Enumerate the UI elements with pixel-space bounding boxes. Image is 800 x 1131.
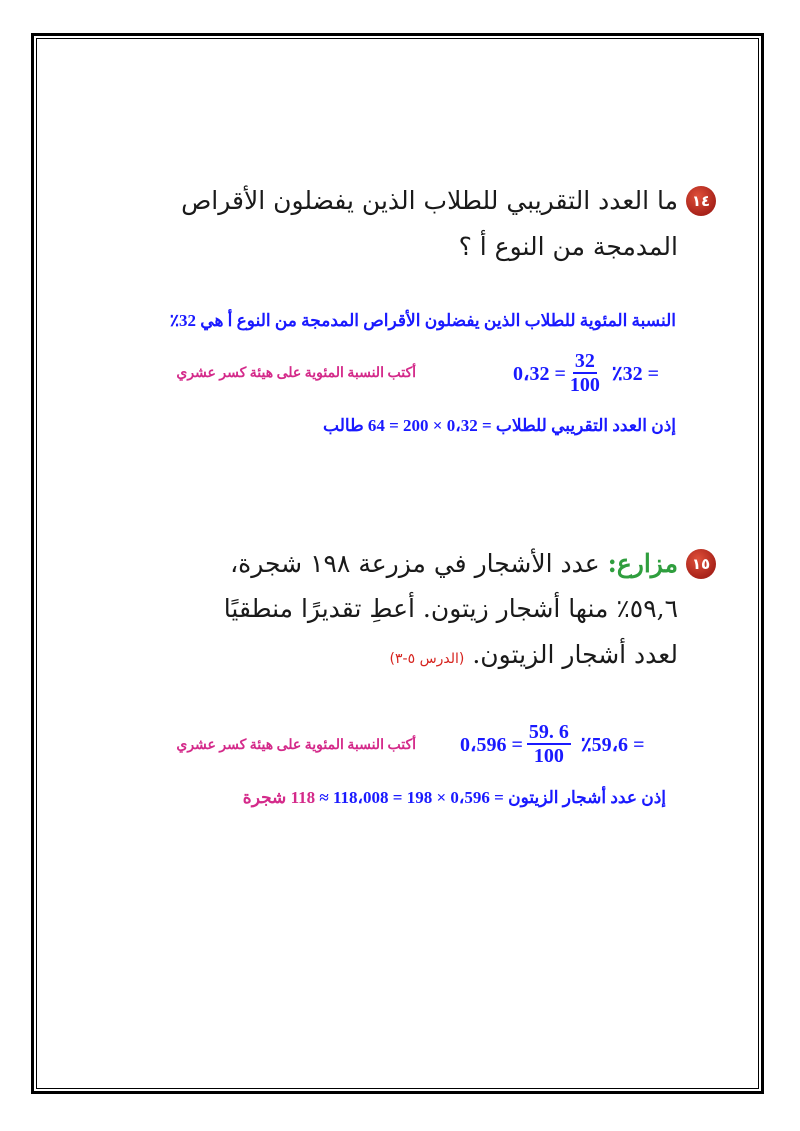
question-14-fraction [570, 350, 600, 396]
question-15-fraction [527, 721, 571, 767]
question-15-frac-den: 100 [533, 745, 564, 767]
question-14-eq-left: 0،32 = [513, 362, 566, 385]
question-14-frac-den: 100 [569, 374, 600, 396]
question-15-result-text: إذن عدد أشجار الزيتون = 0،596 × 198 = 118،008 ≈ [315, 788, 666, 807]
question-15-eq-left: 0،596 = [460, 733, 523, 756]
question-15-hint: أكتب النسبة المئوية على هيئة كسر عشري [176, 738, 416, 753]
question-14-line-2: المدمجة من النوع أ ؟ [458, 232, 678, 261]
question-14-badge [686, 186, 716, 216]
question-15-line-3-text: لعدد أشجار الزيتون. [472, 640, 678, 669]
question-14-result: إذن العدد التقريبي للطلاب = 0،32 × 200 = 64 طالب [323, 416, 676, 435]
question-14-answer: النسبة المئوية للطلاب الذين يفضلون الأقراص المدمجة من النوع أ هي 32٪ [169, 311, 676, 330]
question-15-result-value: 118 شجرة [242, 788, 316, 807]
question-15-line-1-text: عدد الأشجار في مزرعة ١٩٨ شجرة، [230, 549, 608, 578]
question-15-line-1 [230, 549, 678, 578]
question-15-number: ١٥ [691, 555, 711, 573]
question-15-line-2: ٥٩,٦٪ منها أشجار زيتون. أعطِ تقديرًا منطقيًا [223, 594, 678, 623]
question-14-frac-num: 32 [574, 350, 595, 372]
question-15-eq-right: = ٪59،6 [580, 733, 645, 756]
question-14-hint: أكتب النسبة المئوية على هيئة كسر عشري [176, 366, 416, 381]
question-15-result [243, 788, 666, 808]
question-15-label: مزارع: [607, 549, 678, 578]
question-15-line-3 [390, 640, 678, 669]
question-14-line-1: ما العدد التقريبي للطلاب الذين يفضلون الأقراص [181, 186, 678, 215]
question-14-number: ١٤ [691, 192, 711, 210]
question-15-badge [686, 549, 716, 579]
question-14-eq-right: = ٪32 [611, 362, 660, 385]
question-15-frac-num: 59. 6 [528, 721, 569, 743]
question-15-equation [460, 718, 644, 770]
question-14-equation [513, 347, 659, 399]
question-15-lesson-ref: (الدرس ٥-٣) [389, 651, 465, 667]
